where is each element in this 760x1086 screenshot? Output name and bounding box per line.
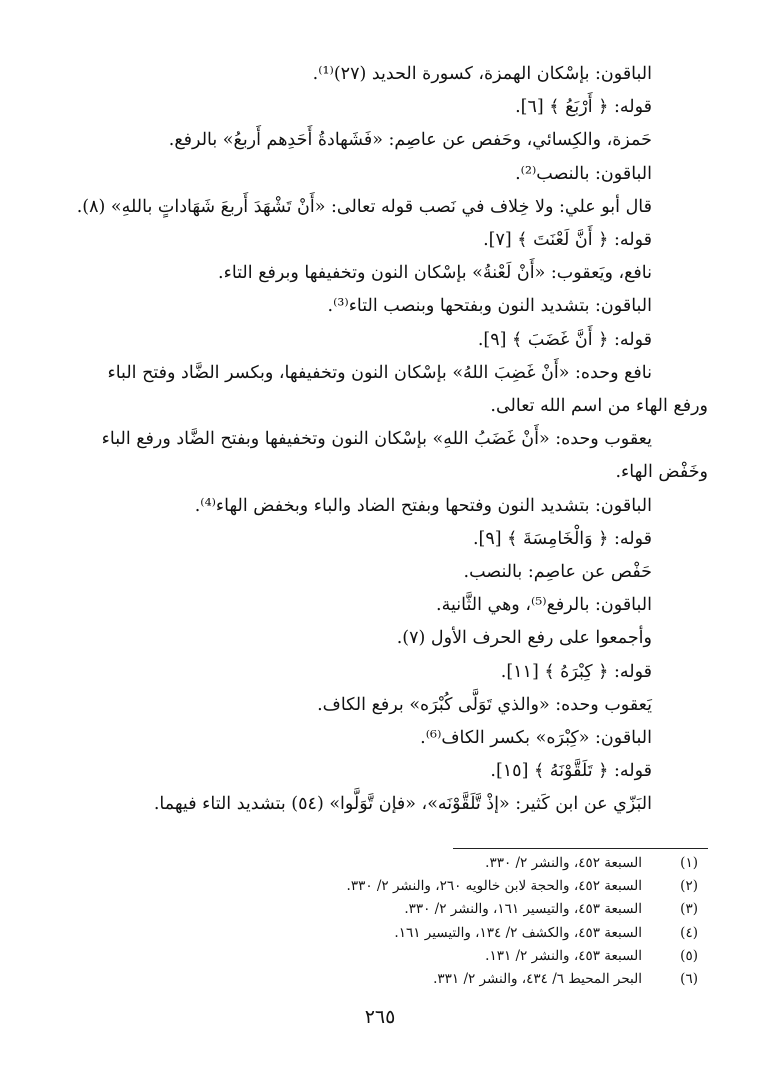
text-line: قوله: ﴿ أَرْبَعُ ﴾ [٦]. <box>515 97 652 118</box>
page-number: ٢٦٥ <box>364 1006 396 1028</box>
footnote <box>78 922 698 945</box>
footnote <box>78 968 698 991</box>
text-line: الباقون: بتشديد النون وبفتحها وبنصب التاء⁽³⁾. <box>327 296 652 317</box>
text-line: الباقون: «كِبْرَه» بكسر الكاف⁽⁶⁾. <box>420 728 652 749</box>
text-line: الباقون: بتشديد النون وفتحها وبفتح الضاد والباء وبخفض الهاء⁽⁴⁾. <box>194 495 652 516</box>
footnote <box>78 852 698 875</box>
text-line: قوله: ﴿ تَلَقَّوْنَهُ ﴾ [١٥]. <box>490 761 652 782</box>
text-line: قوله: ﴿ أَنَّ غَضَبَ ﴾ [٩]. <box>477 329 652 350</box>
footnote <box>78 875 698 898</box>
footnote-text: البحر المحيط ٦/ ٤٣٤، والنشر ٢/ ٣٣١. <box>433 971 642 988</box>
footnote <box>78 945 698 968</box>
footnote <box>78 898 698 921</box>
footnote-number: (٣) <box>680 901 698 918</box>
footnote-number: (٦) <box>680 971 698 988</box>
text-line: الباقون: بإسْكان الهمزة، كسورة الحديد (٢٧)⁽¹⁾. <box>312 64 652 84</box>
text-line: وأجمعوا على رفع الحرف الأول (٧). <box>396 628 652 649</box>
text-line: حَمزة، والكِسائي، وحَفص عن عاصِم: «فَشَهادةُ أَحَدِهم أَربعُ» بالرفع. <box>168 130 652 151</box>
footnote-text: السبعة ٤٥٣، والنشر ٢/ ١٣١. <box>485 947 642 964</box>
footnote-number: (٤) <box>680 924 698 941</box>
text-line: قوله: ﴿ وَالْخَامِسَةَ ﴾ [٩]. <box>472 528 652 549</box>
footnotes <box>78 852 698 991</box>
text-line: الباقون: بالرفع⁽⁵⁾، وهي الثَّانية. <box>436 595 652 616</box>
text-line: ورفع الهاء من اسم الله تعالى. <box>490 396 708 417</box>
footnote-number: (٢) <box>680 878 698 895</box>
text-line: حَفْص عن عاصِم: بالنصب. <box>463 562 652 583</box>
text-line: قوله: ﴿ أَنَّ لَعْنَتَ ﴾ [٧]. <box>483 230 652 251</box>
text-line: قوله: ﴿ كِبْرَهُ ﴾ [١١]. <box>500 661 652 682</box>
text-line: وخَفْض الهاء. <box>615 462 708 483</box>
footnote-number: (١) <box>680 855 698 871</box>
footnote-text: السبعة ٤٥٢، والنشر ٢/ ٣٣٠. <box>485 855 642 871</box>
text-line: يَعقوب وحده: «والذي تَوَلَّى كُبْرَه» برفع الكاف. <box>317 694 652 715</box>
text-line: يعقوب وحده: «أَنْ غَضَبُ اللهِ» بإسْكان النون وتخفيفها وبفتح الضَّاد ورفع الباء <box>101 429 652 450</box>
text-line: نافع، ويَعقوب: «أَنْ لَعْنةُ» بإسْكان النون وتخفيفها وبرفع التاء. <box>218 263 652 284</box>
footnote-text: السبعة ٤٥٣، والتيسير ١٦١، والنشر ٢/ ٣٣٠. <box>404 901 642 918</box>
footnote-number: (٥) <box>680 947 698 964</box>
text-line: البَزّي عن ابن كَثير: «إذْ تَّلَقَّوْنَه»، «فإن تَّوَلَّوا» (٥٤) بتشديد التاء فيهما. <box>153 794 652 815</box>
footnote-text: السبعة ٤٥٣، والكشف ٢/ ١٣٤، والتيسير ١٦١. <box>394 924 642 941</box>
footnote-text: السبعة ٤٥٢، والحجة لابن خالويه ٢٦٠، والنشر ٢/ ٣٣٠. <box>346 878 642 895</box>
text-line: الباقون: بالنصب⁽²⁾. <box>515 163 652 184</box>
main-text <box>48 58 708 822</box>
text-line: نافع وحده: «أَنْ غَضِبَ اللهُ» بإسْكان النون وتخفيفها، وبكسر الضَّاد وفتح الباء <box>107 362 652 383</box>
text-line: قال أبو علي: ولا خِلاف في نَصب قوله تعالى: «أَنْ تَشْهَدَ أَربعَ شَهَاداتٍ باللهِ» (٨). <box>76 196 652 217</box>
footnote-separator <box>453 848 708 849</box>
